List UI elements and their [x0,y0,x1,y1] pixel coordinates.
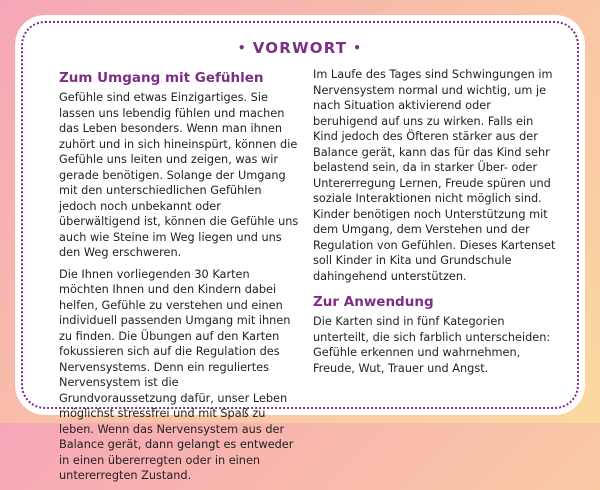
left-column [59,70,299,490]
bullet-dot-left: • [237,41,247,55]
paragraph-anwendung: Die Karten sind in fünf Kategorien unterteilt, die sich farblich unterscheiden: Gefühle erkennen und wahrnehmen, Freude, Wut, Trauer und Angst. [313,315,551,375]
section-title-anwendung: Zur Anwendung [313,294,434,310]
section-heading-text: VORWORT [252,39,348,57]
paragraph-karten: Die Ihnen vorliegenden 30 Karten möchten Ihnen und den Kindern dabei helfen, Gefühle zu verstehen und einen individuell passenden Umgang mit ihnen zu finden. Die Übungen auf den Karten fokussieren sich auf die Regulation des Nervensystems. Denn ein reguliertes Nervensystem ist die Grundvoraussetzung dafür, unser Leben möglichst stressfrei und mit Spaß zu leben. Wenn das Nervensystem aus der Balance gerät, dann gelangt es entweder in einen übererregten oder in einen untererregten Zustand. [59,267,294,482]
content-card [15,15,585,482]
paragraph-nervensystem: Im Laufe des Tages sind Schwingungen im Nervensystem normal und wichtig, um je nach Situation aktivierend oder beruhigend auf uns zu wirken. Falls ein Kind jedoch des Öfteren stärker aus der Balance gerät, kann das für das Kind sehr belastend sein, da in starker Über- oder Untererregung Lernen, Freude spüren und soziale Interaktionen nicht möglich sind. Kinder benötigen noch Unterstützung mit dem Umgang, dem Verstehen und der Regulation von Gefühlen. Dieses Kartenset soll Kinder in Kita und Grundschule dahingehend unterstützen. [313,68,556,283]
section-heading [15,39,585,57]
section-title-umgang: Zum Umgang mit Gefühlen [59,70,264,86]
bullet-dot-right: • [353,41,363,55]
paragraph-intro: Gefühle sind etwas Einzigartiges. Sie lassen uns lebendig fühlen und machen das Leben besonders. Wenn man ihnen zuhört und in sich hineinspürt, können die Gefühle uns leiten und zeigen, was wir gerade benötigen. Solange der Umgang mit den unterschiedlichen Gefühlen jedoch noch unbekannt oder überwältigend ist, können die Gefühle uns auch wie Steine im Weg liegen und uns den Weg erschweren. [59,91,299,259]
right-column [313,67,559,382]
